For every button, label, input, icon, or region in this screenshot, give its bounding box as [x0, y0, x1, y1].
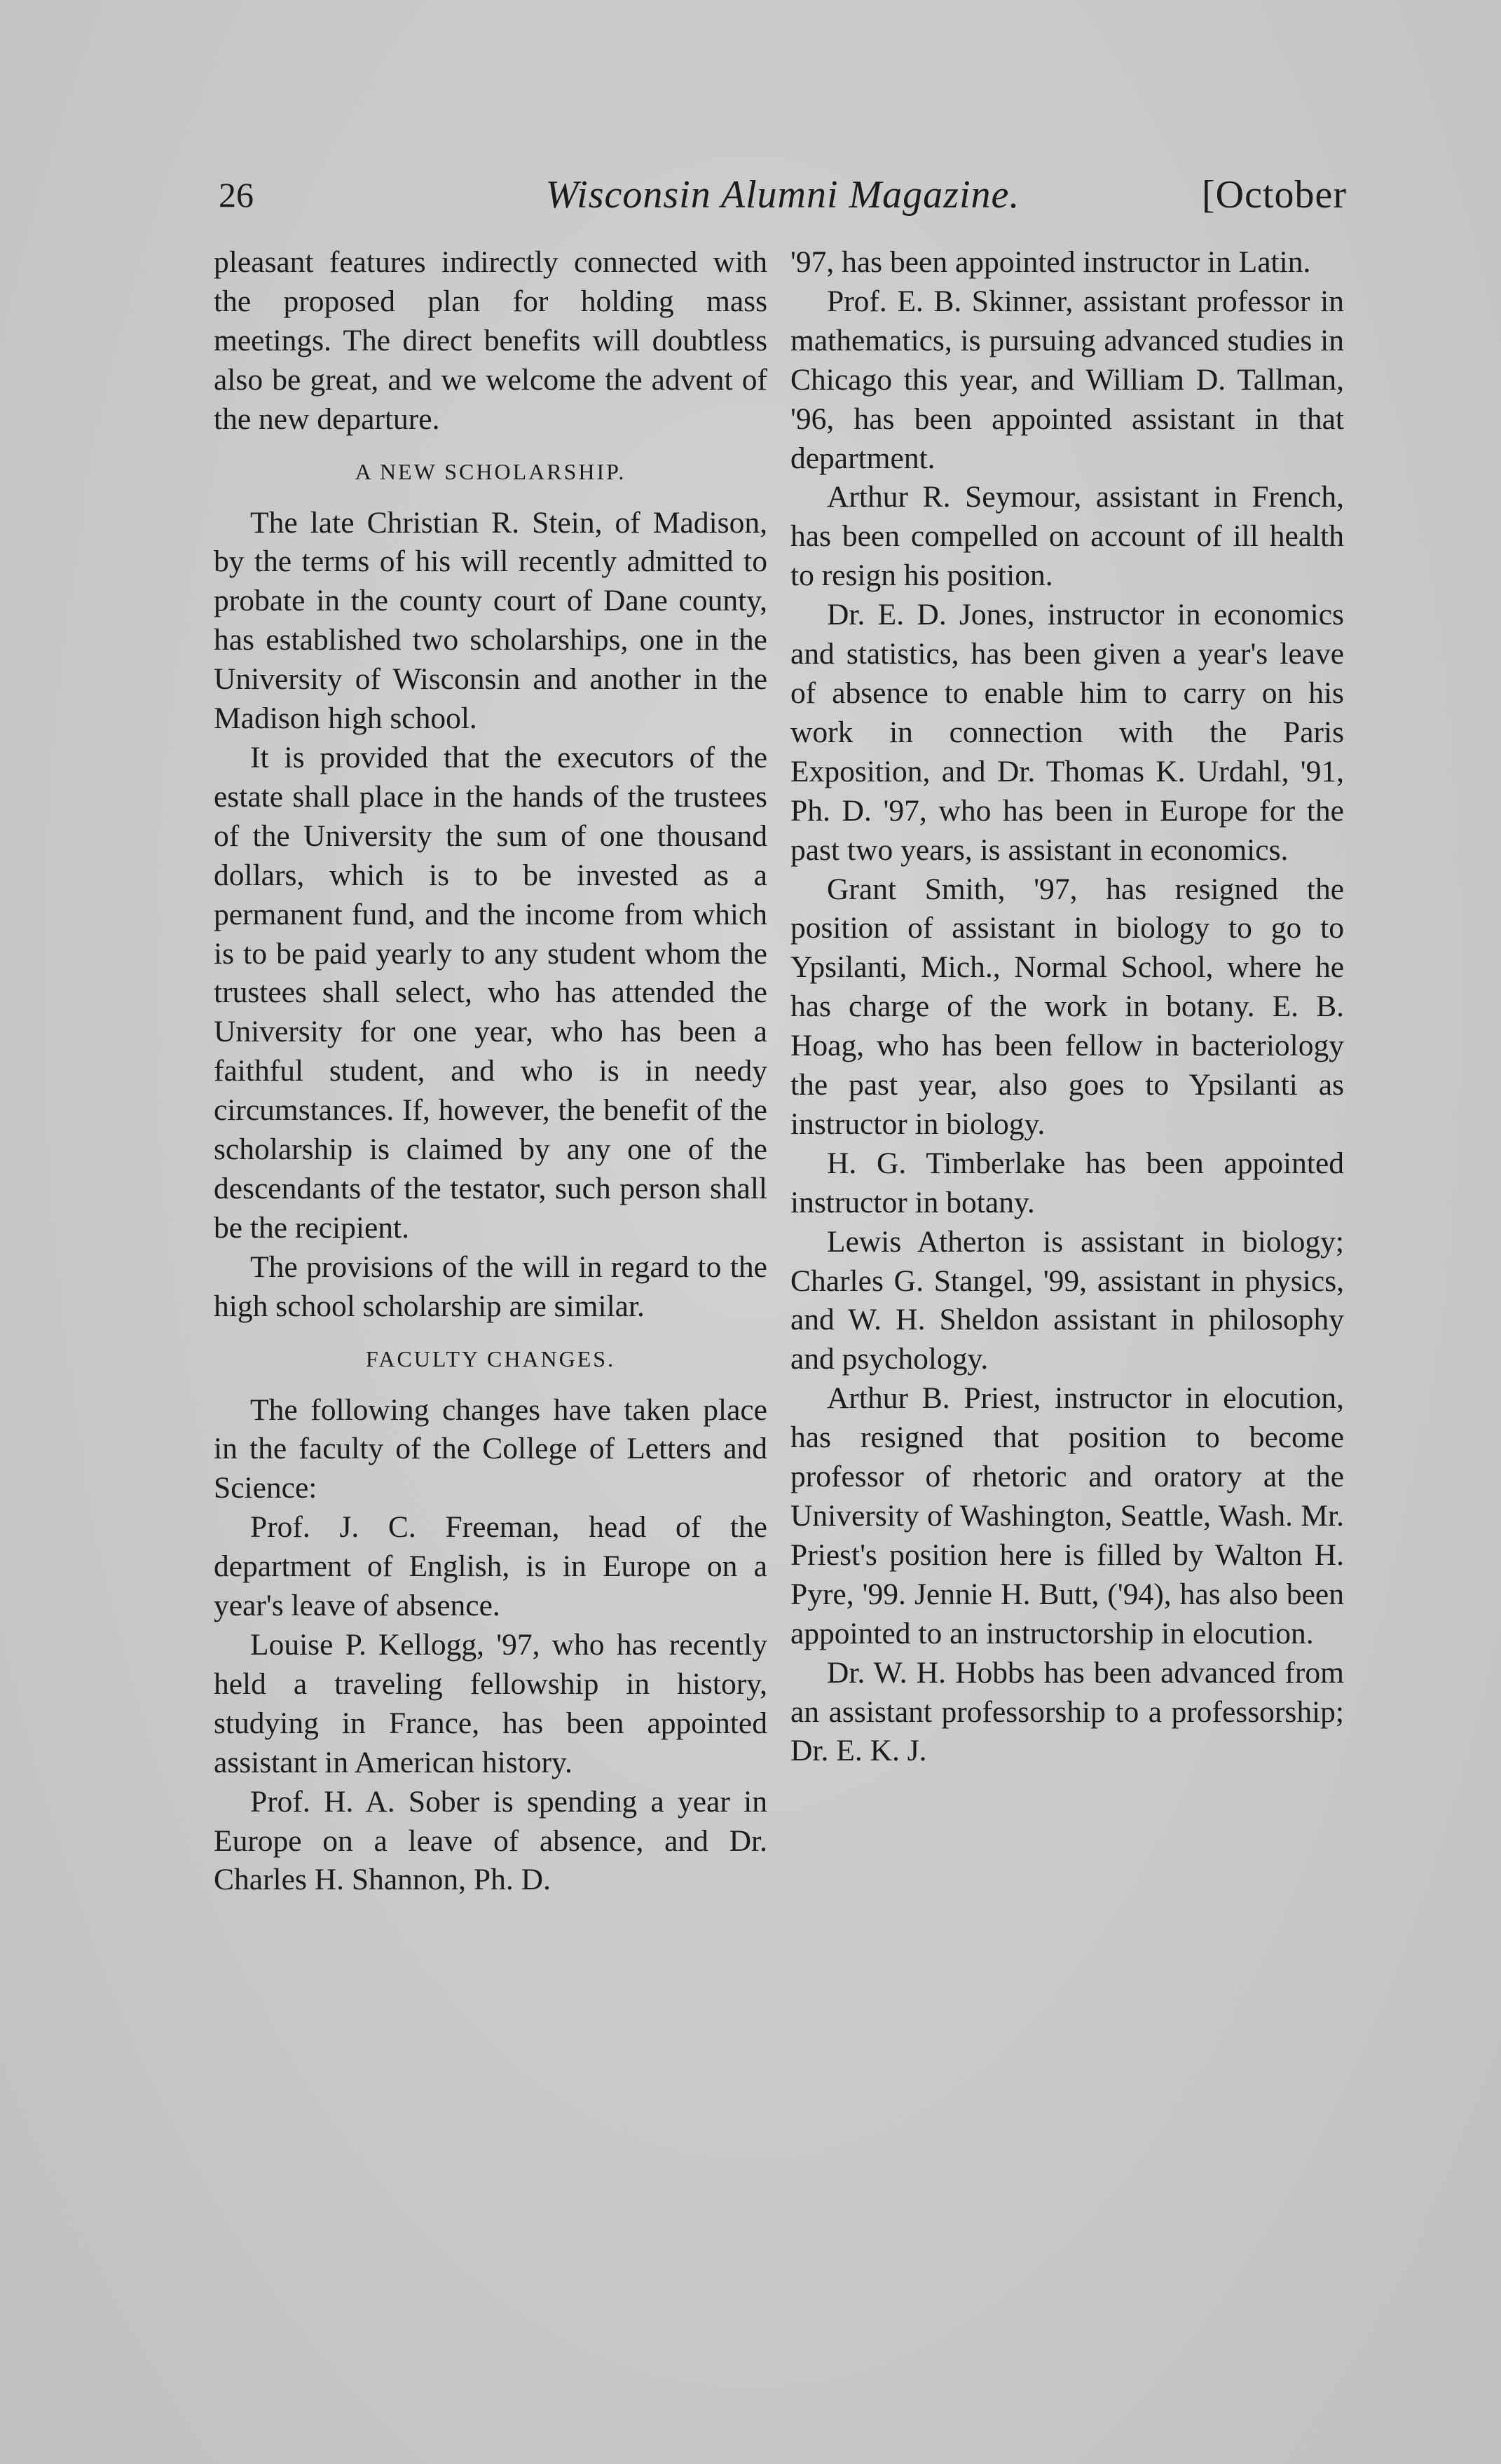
paragraph: Dr. W. H. Hobbs has been advanced from an assistant professorship to a professorship; Dr. E. K. J. — [790, 1655, 1344, 1768]
paragraph: Arthur R. Seymour, assistant in French, has been compelled on account of ill health to resign his position. — [790, 480, 1344, 593]
paragraph: Grant Smith, '97, has resigned the position of assistant in biology to go to Ypsilanti, Mich., Normal School, where he has charge of the work in botany. E. B. Hoag, who has been fellow in bacteriology the past year, also goes to Ypsilanti as instructor in biology. — [790, 872, 1344, 1141]
paragraph: Prof. H. A. Sober is spending a year in Europe on a leave of absence, and Dr. Charles H. Shannon, Ph. D. — [214, 1784, 767, 1897]
paragraph: Lewis Atherton is assistant in biology; Charles G. Stangel, '99, assistant in physics, and W. H. Sheldon assistant in philosophy and psychology. — [790, 1224, 1344, 1376]
paragraph: H. G. Timberlake has been appointed instructor in botany. — [790, 1146, 1344, 1219]
paragraph: pleasant features indirectly connected with the proposed plan for holding mass meetings. The direct benefits will doubtless also be great, and we welcome the advent of the new departure. — [214, 245, 767, 436]
issue-month: [October — [1201, 173, 1347, 217]
paragraph: The following changes have taken place in the faculty of the College of Letters and Science: — [214, 1392, 767, 1505]
left-column — [214, 243, 767, 1900]
paragraph: Prof. E. B. Skinner, assistant professor in mathematics, is pursuing advanced studies in Chicago this year, and William D. Tallman, '96, has been appointed assistant in that department. — [790, 284, 1344, 475]
paragraph: Dr. E. D. Jones, instructor in economics and statistics, has been given a year's leave of absence to enable him to carry on his work in connection with the Paris Exposition, and Dr. Thomas K. Urdahl, '91, Ph. D. '97, who has been in Europe for the past two years, is assistant in economics. — [790, 598, 1344, 867]
paragraph: The late Christian R. Stein, of Madison, by the terms of his will recently admitted to probate in the county court of Dane county, has established two scholarships, one in the University of Wisconsin and another in the Madison high school. — [214, 505, 767, 736]
paragraph: Prof. J. C. Freeman, head of the department of English, is in Europe on a year's leave of absence. — [214, 1510, 767, 1623]
paragraph: It is provided that the executors of the estate shall place in the hands of the trustees of the University the sum of one thousand dollars, which is to be invested as a permanent fund, and the income from which is to be paid yearly to any student whom the trustees shall select, who has attended the University for one year, who has been a faithful student, and who is in needy circumstances. If, however, the benefit of the scholarship is claimed by any one of the descendants of the testator, such person shall be the recipient. — [214, 740, 767, 1245]
paragraph: '97, has been appointed instructor in Latin. — [790, 245, 1311, 279]
paragraph: Louise P. Kellogg, '97, who has recently held a traveling fellowship in history, studying in France, has been appointed assistant in American history. — [214, 1628, 767, 1779]
paragraph: The provisions of the will in regard to the high school scholarship are similar. — [214, 1250, 767, 1323]
right-column — [790, 243, 1344, 1771]
paragraph: Arthur B. Priest, instructor in elocution, has resigned that position to become professor of rhetoric and oratory at the University of Washington, Seattle, Wash. Mr. Priest's position here is filled by Walton H. Pyre, '99. Jennie H. Butt, ('94), has also been appointed to an instructorship in elocution. — [790, 1381, 1344, 1650]
running-title: Wisconsin Alumni Magazine. — [545, 173, 1020, 217]
page-number: 26 — [219, 175, 254, 214]
page-header — [219, 167, 1347, 223]
section-heading-faculty-changes: FACULTY CHANGES. — [365, 1346, 616, 1371]
section-heading-new-scholarship: A NEW SCHOLARSHIP. — [355, 458, 626, 484]
